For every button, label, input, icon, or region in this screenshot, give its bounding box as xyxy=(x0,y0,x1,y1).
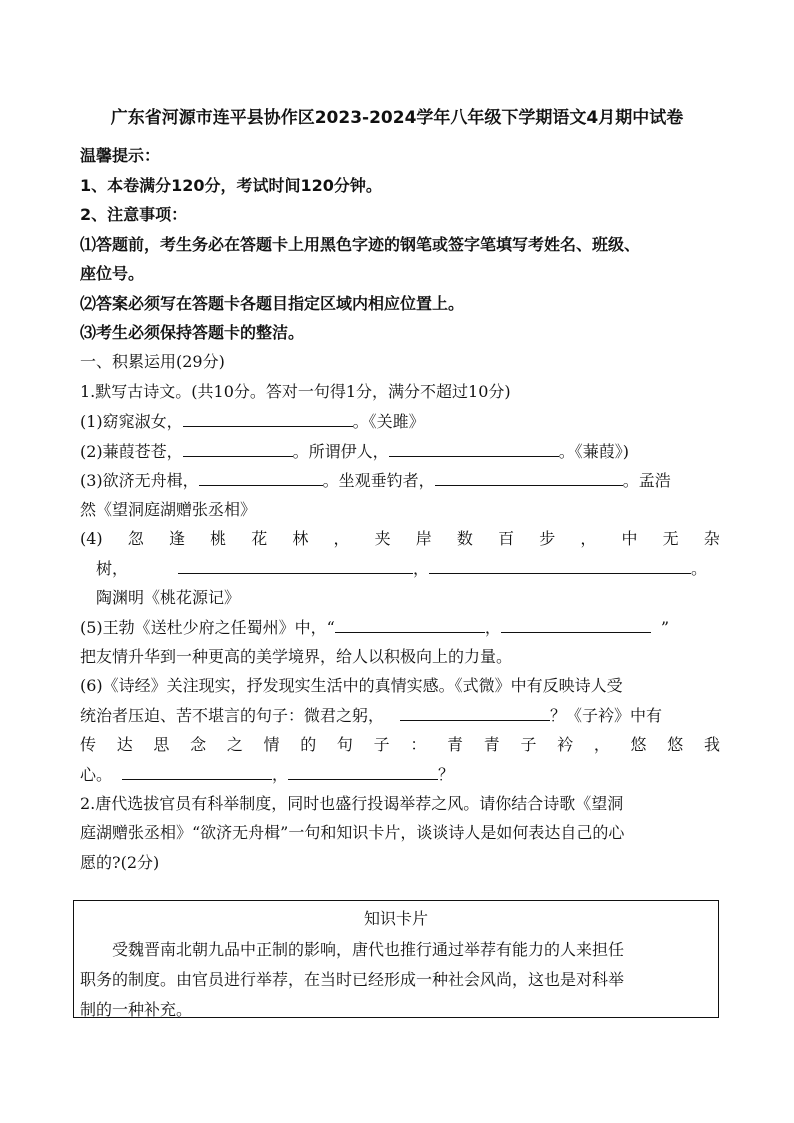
spaced-char: 句 xyxy=(336,735,353,754)
part-1-prompt: (1)窈窕淑女， xyxy=(80,412,183,431)
spaced-char: 情 xyxy=(263,735,280,754)
answer-blank[interactable] xyxy=(335,615,485,633)
spaced-char: 杂 xyxy=(703,529,720,548)
spaced-char: 思 xyxy=(153,735,170,754)
spaced-char: 青 xyxy=(483,735,500,754)
spaced-char: ： xyxy=(410,735,427,754)
spaced-char: ， xyxy=(580,529,597,548)
question-1-stem: 1.默写古诗文。(共10分。答对一句得1分，满分不超过10分) xyxy=(80,382,511,401)
knowledge-card-line: 受魏晋南北朝九品中正制的影响，唐代也推行通过举荐有能力的人来担任 xyxy=(80,940,625,959)
part-6-next: ？《子衿》中有 xyxy=(550,706,663,725)
part-4-end: 。 xyxy=(691,559,708,578)
question-1-part-6-line-4 xyxy=(80,762,720,787)
answer-blank[interactable] xyxy=(122,762,272,780)
spaced-char: 的 xyxy=(300,735,317,754)
tip-item-1: 1、本卷满分120分，考试时间120分钟。 xyxy=(80,176,382,195)
part-5-prompt: (5)王勃《送杜少府之任蜀州》中，“ xyxy=(80,618,335,637)
spaced-char: 念 xyxy=(190,735,207,754)
answer-blank[interactable] xyxy=(178,556,413,574)
part-6-prompt: 统治者压迫、苦不堪言的句子：微君之躬， xyxy=(80,706,385,725)
knowledge-card-line: 制的一种补充。 xyxy=(80,1000,193,1019)
question-1-part-6-line-2 xyxy=(80,703,720,728)
spaced-char: 悠 xyxy=(667,735,684,754)
spaced-char: 悠 xyxy=(630,735,647,754)
spaced-char: 花 xyxy=(251,529,268,548)
spaced-char: 衿 xyxy=(557,735,574,754)
spaced-char: ， xyxy=(333,529,350,548)
part-3-mid: 。坐观垂钓者， xyxy=(322,471,435,490)
page-title: 广东省河源市连平县协作区2023-2024学年八年级下学期语文4月期中试卷 xyxy=(110,108,684,128)
tip-note-2: ⑵答案必须写在答题卡各题目指定区域内相应位置上。 xyxy=(80,294,465,313)
spaced-char: (4) xyxy=(80,529,103,548)
question-1-part-3 xyxy=(80,468,720,493)
knowledge-card xyxy=(73,900,719,1018)
tip-note-3: ⑶考生必须保持答题卡的整洁。 xyxy=(80,323,305,342)
spaced-char: 无 xyxy=(662,529,679,548)
question-1-part-4-author: 陶渊明《桃花源记》 xyxy=(96,588,241,607)
spaced-char: 夹 xyxy=(374,529,391,548)
part-2-mid: 。所谓伊人， xyxy=(292,442,389,461)
answer-blank[interactable] xyxy=(199,468,323,486)
tip-note-1: ⑴答题前，考生务必在答题卡上用黑色字迹的钢笔或签字笔填写考姓名、班级、 xyxy=(80,235,641,254)
answer-blank[interactable] xyxy=(288,762,438,780)
spaced-char: 百 xyxy=(498,529,515,548)
question-1-part-3-cont: 然《望洞庭湖赠张丞相》 xyxy=(80,500,257,519)
question-1-part-4 xyxy=(80,527,720,551)
spaced-char: 数 xyxy=(456,529,473,548)
answer-blank[interactable] xyxy=(183,439,293,457)
knowledge-card-body xyxy=(80,935,714,1025)
part-2-prompt: (2)蒹葭苍苍， xyxy=(80,442,183,461)
question-1-part-1 xyxy=(80,409,720,434)
knowledge-card-title: 知识卡片 xyxy=(363,909,428,928)
part-4-shu: 树， xyxy=(96,559,129,578)
spaced-char: 之 xyxy=(226,735,243,754)
question-2-line-2: 庭湖赠张丞相》“欲济无舟楫”一句和知识卡片，谈谈诗人是如何表达自己的心 xyxy=(80,823,625,842)
part-3-source: 。孟浩 xyxy=(622,471,671,490)
spaced-char: 子 xyxy=(520,735,537,754)
spaced-char: 子 xyxy=(373,735,390,754)
question-1-part-5-cont: 把友情升华到一种更高的美学境界，给人以积极向上的力量。 xyxy=(80,647,513,666)
answer-blank[interactable] xyxy=(183,409,353,427)
question-2-line-3: 愿的?(2分) xyxy=(80,853,160,872)
part-1-source: 。《关雎》 xyxy=(352,412,425,431)
part-4-comma: ， xyxy=(413,559,430,578)
spaced-char: 忽 xyxy=(127,529,144,548)
part-5-comma: ， xyxy=(484,618,501,637)
spaced-char: 中 xyxy=(621,529,638,548)
tip-item-2: 2、注意事项： xyxy=(80,205,188,224)
question-1-part-6-line-1: (6)《诗经》关注现实，抒发现实生活中的真情实感。《式微》中有反映诗人受 xyxy=(80,676,623,695)
question-1-part-5 xyxy=(80,615,740,640)
answer-blank[interactable] xyxy=(501,615,651,633)
part-5-close: ” xyxy=(660,618,670,637)
spaced-char: 达 xyxy=(116,735,133,754)
spaced-char: 传 xyxy=(80,735,97,754)
spaced-char: 步 xyxy=(539,529,556,548)
spaced-char: 我 xyxy=(703,735,720,754)
answer-blank[interactable] xyxy=(429,556,691,574)
answer-blank[interactable] xyxy=(435,468,623,486)
question-1-part-6-line-3 xyxy=(80,733,720,757)
part-6-comma: ， xyxy=(272,765,289,784)
part-6-end: ？ xyxy=(438,765,455,784)
tip-note-1-cont: 座位号。 xyxy=(80,264,145,283)
tips-heading: 温馨提示： xyxy=(80,146,161,165)
answer-blank[interactable] xyxy=(400,703,550,721)
spaced-char: ， xyxy=(593,735,610,754)
question-1-part-2 xyxy=(80,439,720,464)
spaced-char: 逢 xyxy=(168,529,185,548)
question-1-part-4-blanks xyxy=(80,556,720,581)
question-2-line-1: 2.唐代选拔官员有科举制度，同时也盛行投谒举荐之风。请你结合诗歌《望洞 xyxy=(80,794,624,813)
section-heading: 一、积累运用(29分) xyxy=(80,352,225,371)
answer-blank[interactable] xyxy=(389,439,559,457)
spaced-char: 岸 xyxy=(415,529,432,548)
spaced-char: 桃 xyxy=(210,529,227,548)
spaced-char: 青 xyxy=(447,735,464,754)
spaced-char: 林 xyxy=(292,529,309,548)
knowledge-card-line: 职务的制度。由官员进行举荐，在当时已经形成一种社会风尚，这也是对科举 xyxy=(80,970,625,989)
part-6-xin: 心。 xyxy=(80,765,113,784)
part-3-prompt: (3)欲济无舟楫， xyxy=(80,471,199,490)
part-2-source: 。《蒹葭》) xyxy=(558,442,629,461)
